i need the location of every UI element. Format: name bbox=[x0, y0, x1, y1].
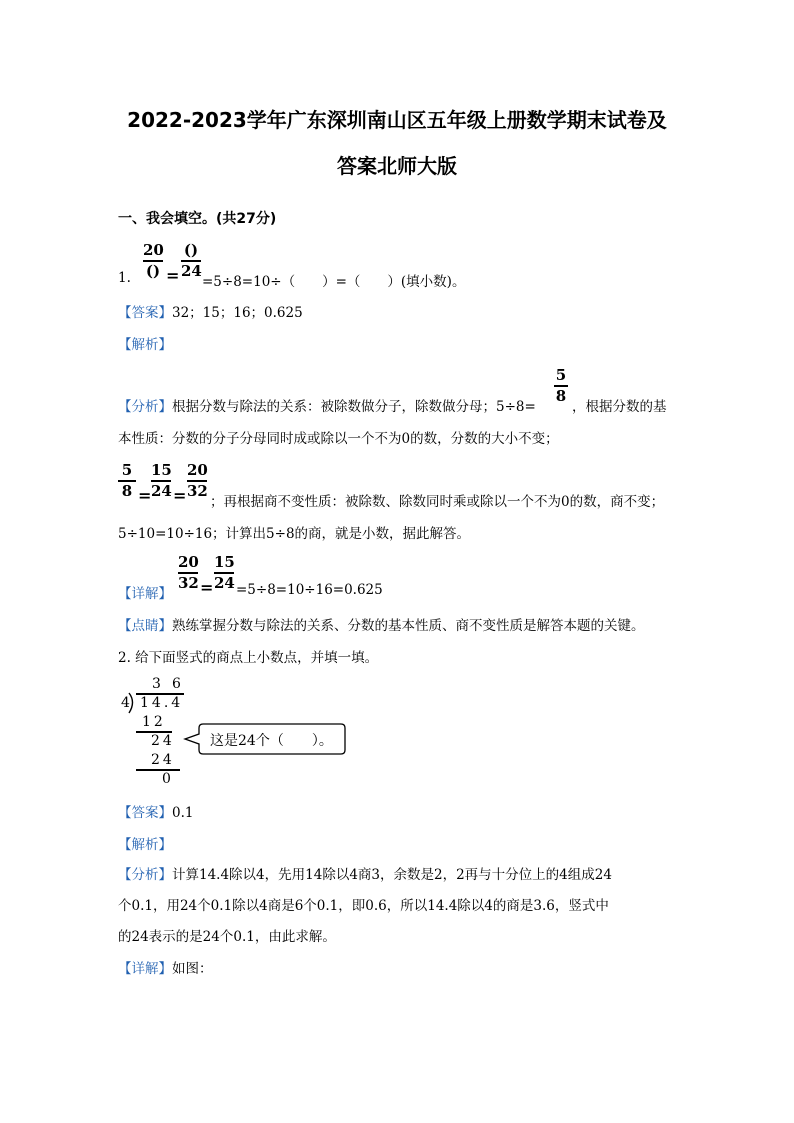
quotient-digit-2: 6 bbox=[172, 676, 181, 692]
q1-fenxi-line3: ；再根据商不变性质：被除数、除数同时乘或除以一个不为0的数，商不变； bbox=[210, 494, 665, 510]
divisor: 4 bbox=[121, 695, 130, 711]
analysis-label: 【解析】 bbox=[118, 337, 172, 353]
section-heading: 一、我会填空。(共27分) bbox=[118, 211, 277, 227]
chain-fraction-2: 15 24 bbox=[151, 461, 172, 500]
page-title-line2: 答案北师大版 bbox=[337, 154, 457, 178]
callout-text: 这是24个（ ）。 bbox=[210, 733, 333, 749]
chain-fraction-1: 5 8 bbox=[118, 462, 136, 500]
q2-detail-row: 【详解】如图： bbox=[118, 961, 213, 977]
q2-fenxi-line1: 【分析】计算14.4除以4，先用14除以4商3，余数是2，2再与十分位上的4组成24 bbox=[118, 867, 612, 883]
step3-product: 24 bbox=[151, 752, 175, 768]
fenxi-label: 【分析】 bbox=[118, 399, 172, 415]
dividend: 14.4 bbox=[140, 695, 184, 711]
q2-fenxi-line2: 个0.1，用24个0.1除以4商是6个0.1，即0.6，所以14.4除以4的商是3.6，竖式中 bbox=[118, 898, 609, 914]
quotient-digit-1: 3 bbox=[152, 676, 161, 692]
dianjing-label: 【点睛】 bbox=[118, 618, 172, 634]
q1-detail-rest: =5÷8=10÷16=0.625 bbox=[236, 582, 383, 598]
q2-analysis-label: 【解析】 bbox=[118, 837, 172, 853]
q2-answer: 0.1 bbox=[172, 805, 194, 821]
chain-fraction-3: 20 32 bbox=[187, 461, 208, 500]
q2-prompt: 2. 给下面竖式的商点上小数点，并填一填。 bbox=[118, 650, 379, 666]
q1-answer-row bbox=[118, 301, 303, 321]
page-title-line1: 2022-2023学年广东深圳南山区五年级上册数学期末试卷及 bbox=[127, 108, 667, 132]
q1-fenxi-line1: 【分析】根据分数与除法的关系：被除数做分子，除数做分母；5÷8= bbox=[118, 399, 536, 415]
q1-fraction-b: () 24 bbox=[181, 241, 202, 280]
q1-fraction-a: 20 () bbox=[143, 241, 164, 280]
q1-answer: 32；15；16；0.625 bbox=[172, 305, 303, 321]
q1-fenxi-fraction: 5 8 bbox=[555, 366, 567, 405]
step2-remainder: 24 bbox=[151, 733, 175, 749]
xiangjie-label: 【详解】 bbox=[118, 586, 172, 602]
detail-fraction-b: 15 24 bbox=[214, 553, 235, 592]
answer-label: 【答案】 bbox=[118, 305, 172, 321]
q2-answer-row: 【答案】0.1 bbox=[118, 805, 194, 821]
q1-fenxi-line4: 5÷10=10÷16；计算出5÷8的商，就是小数，据此解答。 bbox=[118, 526, 471, 542]
q2-fenxi-line3: 的24表示的是24个0.1，由此求解。 bbox=[118, 929, 336, 945]
q1-question-rest: =5÷8=10÷（ ）=（ ）(填小数)。 bbox=[202, 274, 466, 290]
q1-dianjing-row: 【点睛】熟练掌握分数与除法的关系、分数的基本性质、商不变性质是解答本题的关键。 bbox=[118, 618, 645, 634]
final-remainder: 0 bbox=[162, 771, 171, 787]
q1-number: 1. bbox=[118, 270, 131, 286]
detail-fraction-a: 20 32 bbox=[178, 553, 199, 592]
q1-fenxi-line2: 本性质：分数的分子分母同时成或除以一个不为0的数，分数的大小不变； bbox=[118, 431, 559, 447]
step1-product: 12 bbox=[142, 714, 166, 730]
